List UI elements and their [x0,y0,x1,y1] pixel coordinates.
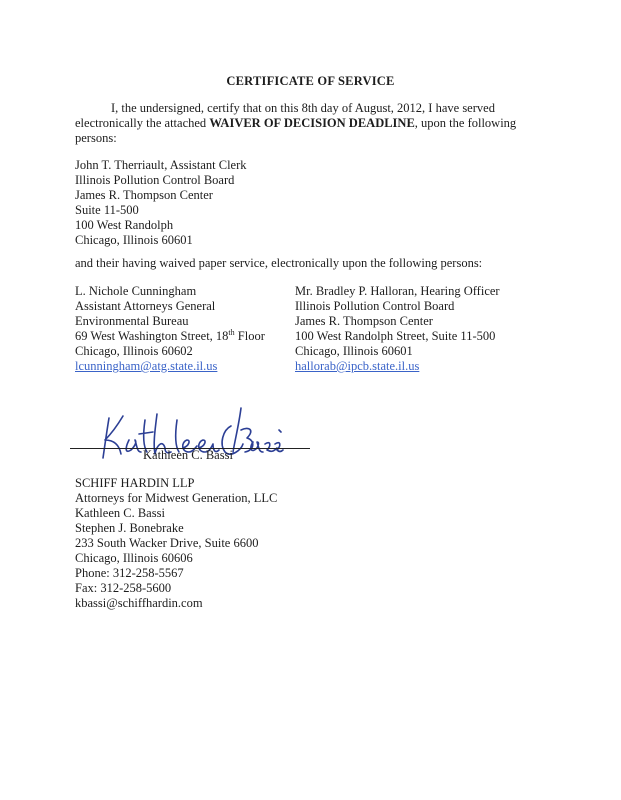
firm-phone: Phone: 312-258-5567 [75,566,184,580]
firm-line: Kathleen C. Bassi [75,506,165,520]
clerk-line: Illinois Pollution Control Board [75,173,235,187]
firm-line: 233 South Wacker Drive, Suite 6600 [75,536,259,550]
clerk-address [75,158,247,248]
clerk-line: 100 West Randolph [75,218,174,232]
recipient-building: James R. Thompson Center [295,314,433,328]
signatory-name: Kathleen C. Bassi [143,448,233,462]
waived-service-text: and their having waived paper service, electronically upon the following persons: [75,256,483,270]
street-floor: Floor [234,329,265,343]
recipient-street [75,329,265,344]
intro-paragraph [75,101,525,146]
firm-line: Stephen J. Bonebrake [75,521,184,535]
intro-line-3: persons: [75,131,117,145]
firm-email: kbassi@schiffhardin.com [75,596,203,610]
recipient-city: Chicago, Illinois 60601 [295,344,413,358]
certificate-title: CERTIFICATE OF SERVICE [226,74,395,88]
recipient-city: Chicago, Illinois 60602 [75,344,193,358]
recipient-title: Assistant Attorneys General [75,299,216,313]
right-recipient [295,284,500,374]
ordinal-suffix: th [228,327,235,337]
recipient-name: L. Nichole Cunningham [75,284,197,298]
intro-line-2-start: electronically the attached [75,116,210,130]
recipient-street: 100 West Randolph Street, Suite 11-500 [295,329,496,343]
clerk-line: Chicago, Illinois 60601 [75,233,193,247]
document-name: WAIVER OF DECISION DEADLINE [209,116,415,130]
recipient-dept: Environmental Bureau [75,314,189,328]
clerk-line: John T. Therriault, Assistant Clerk [75,158,247,172]
firm-line: SCHIFF HARDIN LLP [75,476,195,490]
street-text: 69 West Washington Street, 18 [75,329,229,343]
left-recipient [75,284,265,374]
recipient-email-link[interactable]: lcunningham@atg.state.il.us [75,359,218,373]
recipient-email-link[interactable]: hallorab@ipcb.state.il.us [295,359,420,373]
firm-block [75,476,277,611]
firm-fax: Fax: 312-258-5600 [75,581,172,595]
recipient-name: Mr. Bradley P. Halloran, Hearing Officer [295,284,500,298]
firm-line: Chicago, Illinois 60606 [75,551,193,565]
firm-line: Attorneys for Midwest Generation, LLC [75,491,278,505]
intro-line-1: I, the undersigned, certify that on this 8th day of August, 2012, I have served [111,101,495,115]
intro-line-2-end: , upon the following [414,116,517,130]
clerk-line: Suite 11-500 [75,203,139,217]
recipient-org: Illinois Pollution Control Board [295,299,455,313]
clerk-line: James R. Thompson Center [75,188,213,202]
intro-line-2 [75,116,525,131]
